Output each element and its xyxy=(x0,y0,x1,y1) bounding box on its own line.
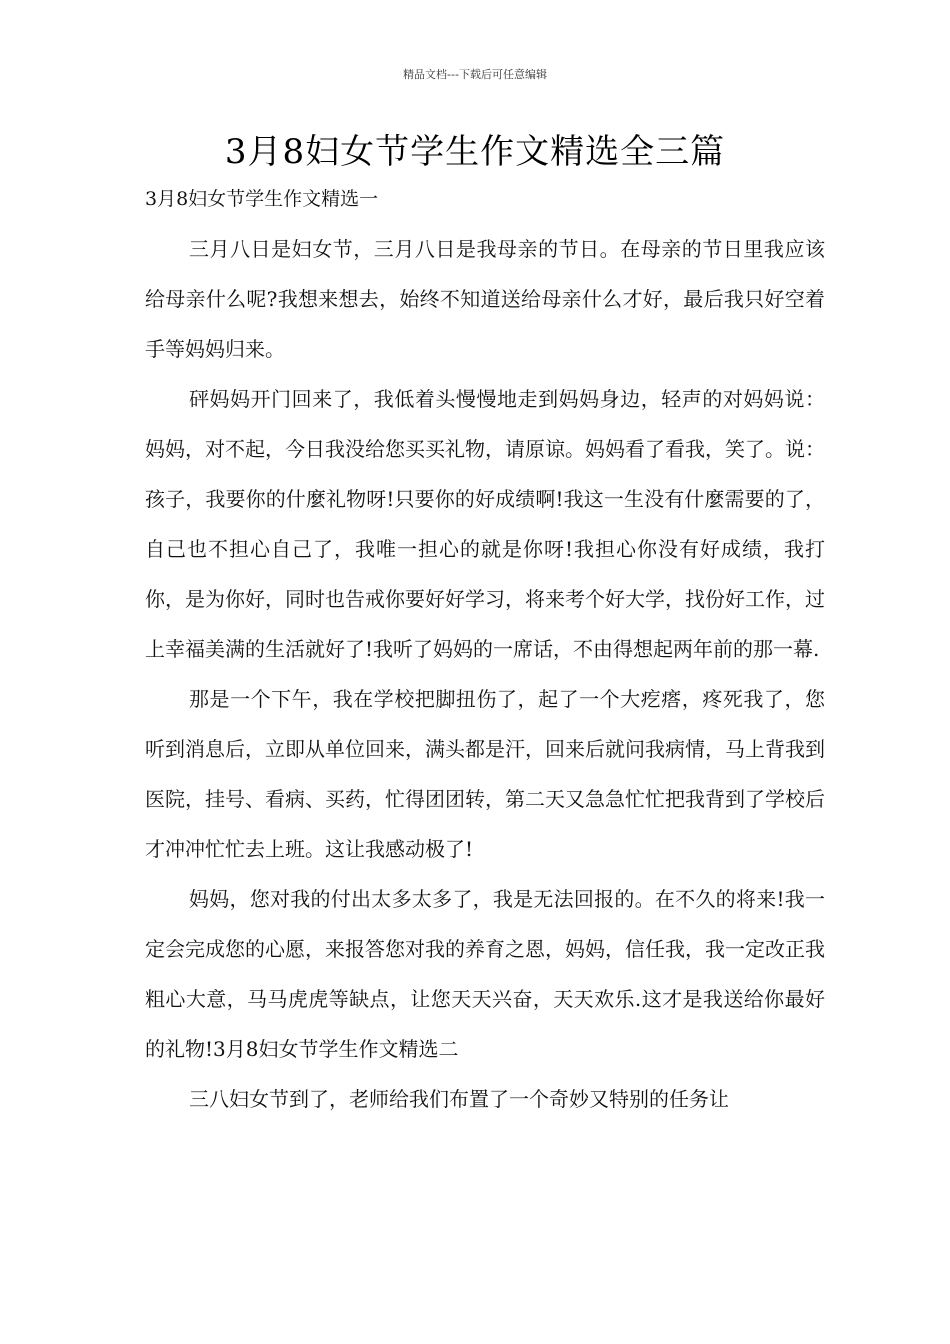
header-note: 精品文档---下载后可任意编辑 xyxy=(403,68,547,81)
paragraph: 妈妈，您对我的付出太多太多了，我是无法回报的。在不久的将来!我一定会完成您的心愿，来报答您对我的养育之恩，妈妈，信任我，我一定改正我粗心大意，马马虎虎等缺点，让您天天兴奋，天天欢乐.这才是我送给你最好的礼物!3月8妇女节学生作文精选二 xyxy=(145,887,825,1061)
section-heading: 3月8妇女节学生作文精选一 xyxy=(145,188,379,210)
document-body xyxy=(145,224,825,1124)
paragraph: 那是一个下午，我在学校把脚扭伤了，起了一个大疙瘩，疼死我了，您听到消息后，立即从单位回来，满头都是汗，回来后就问我病情，马上背我到医院，挂号、看病、买药，忙得团团转，第二天又急急忙忙把我背到了学校后才冲冲忙忙去上班。这让我感动极了! xyxy=(145,687,825,861)
paragraph: 三八妇女节到了，老师给我们布置了一个奇妙又特别的任务让 xyxy=(189,1087,729,1111)
paragraph: 三月八日是妇女节，三月八日是我母亲的节日。在母亲的节日里我应该给母亲什么呢?我想来想去，始终不知道送给母亲什么才好，最后我只好空着手等妈妈归来。 xyxy=(145,237,825,361)
document-title: 3月8妇女节学生作文精选全三篇 xyxy=(224,132,726,172)
paragraph: 砰妈妈开门回来了，我低着头慢慢地走到妈妈身边，轻声的对妈妈说：妈妈，对不起，今日我没给您买买礼物，请原谅。妈妈看了看我，笑了。说：孩子，我要你的什麼礼物呀!只要你的好成绩啊!我这一生没有什麼需要的了，自己也不担心自己了，我唯一担心的就是你呀!我担心你没有好成绩，我打你，是为你好，同时也告戒你要好好学习，将来考个好大学，找份好工作，过上幸福美满的生活就好了!我听了妈妈的一席话，不由得想起两年前的那一幕. xyxy=(145,387,825,661)
